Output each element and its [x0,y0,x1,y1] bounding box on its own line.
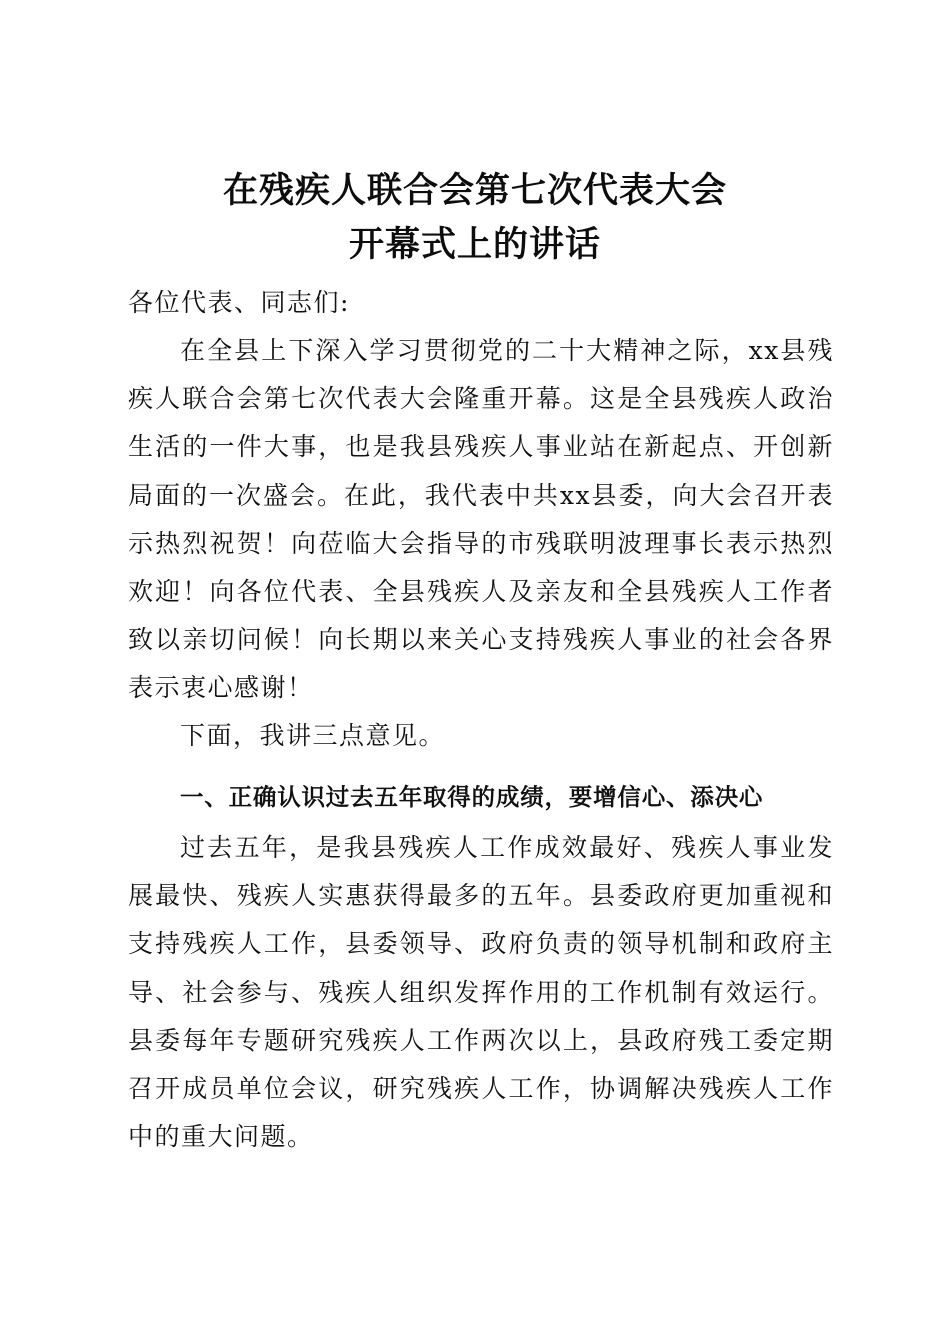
section-heading-1: 一、正确认识过去五年取得的成绩，要增信心、添决心 [180,783,764,811]
document-title-line1: 在残疾人联合会第七次代表大会 [222,170,727,211]
salutation: 各位代表、同志们: [128,288,350,317]
paragraph-transition: 下面，我讲三点意见。 [180,721,446,750]
document-title-line2: 开幕式上的讲话 [348,224,601,265]
paragraph-opening: 在全县上下深入学习贯彻党的二十大精神之际，xx县残疾人联合会第七次代表大会隆重开幕。这是全县残疾人政治生活的一件大事，也是我县残疾人事业站在新起点、开创新局面的一次盛会。在此，我代表中共xx县委，向大会召开表示热烈祝贺！向莅临大会指导的市残联明波理事长表示热烈欢迎！向各位代表、全县残疾人及亲友和全县残疾人工作者致以亲切问候！向长期以来关心支持残疾人事业的社会各界表示衷心感谢！ [128,336,834,703]
paragraph-section1: 过去五年，是我县残疾人工作成效最好、残疾人事业发展最快、残疾人实惠获得最多的五年。县委政府更加重视和支持残疾人工作，县委领导、政府负责的领导机制和政府主导、社会参与、残疾人组织发挥作用的工作机制有效运行。县委每年专题研究残疾人工作两次以上，县政府残工委定期召开成员单位会议，研究残疾人工作，协调解决残疾人工作中的重大问题。 [128,833,834,1152]
